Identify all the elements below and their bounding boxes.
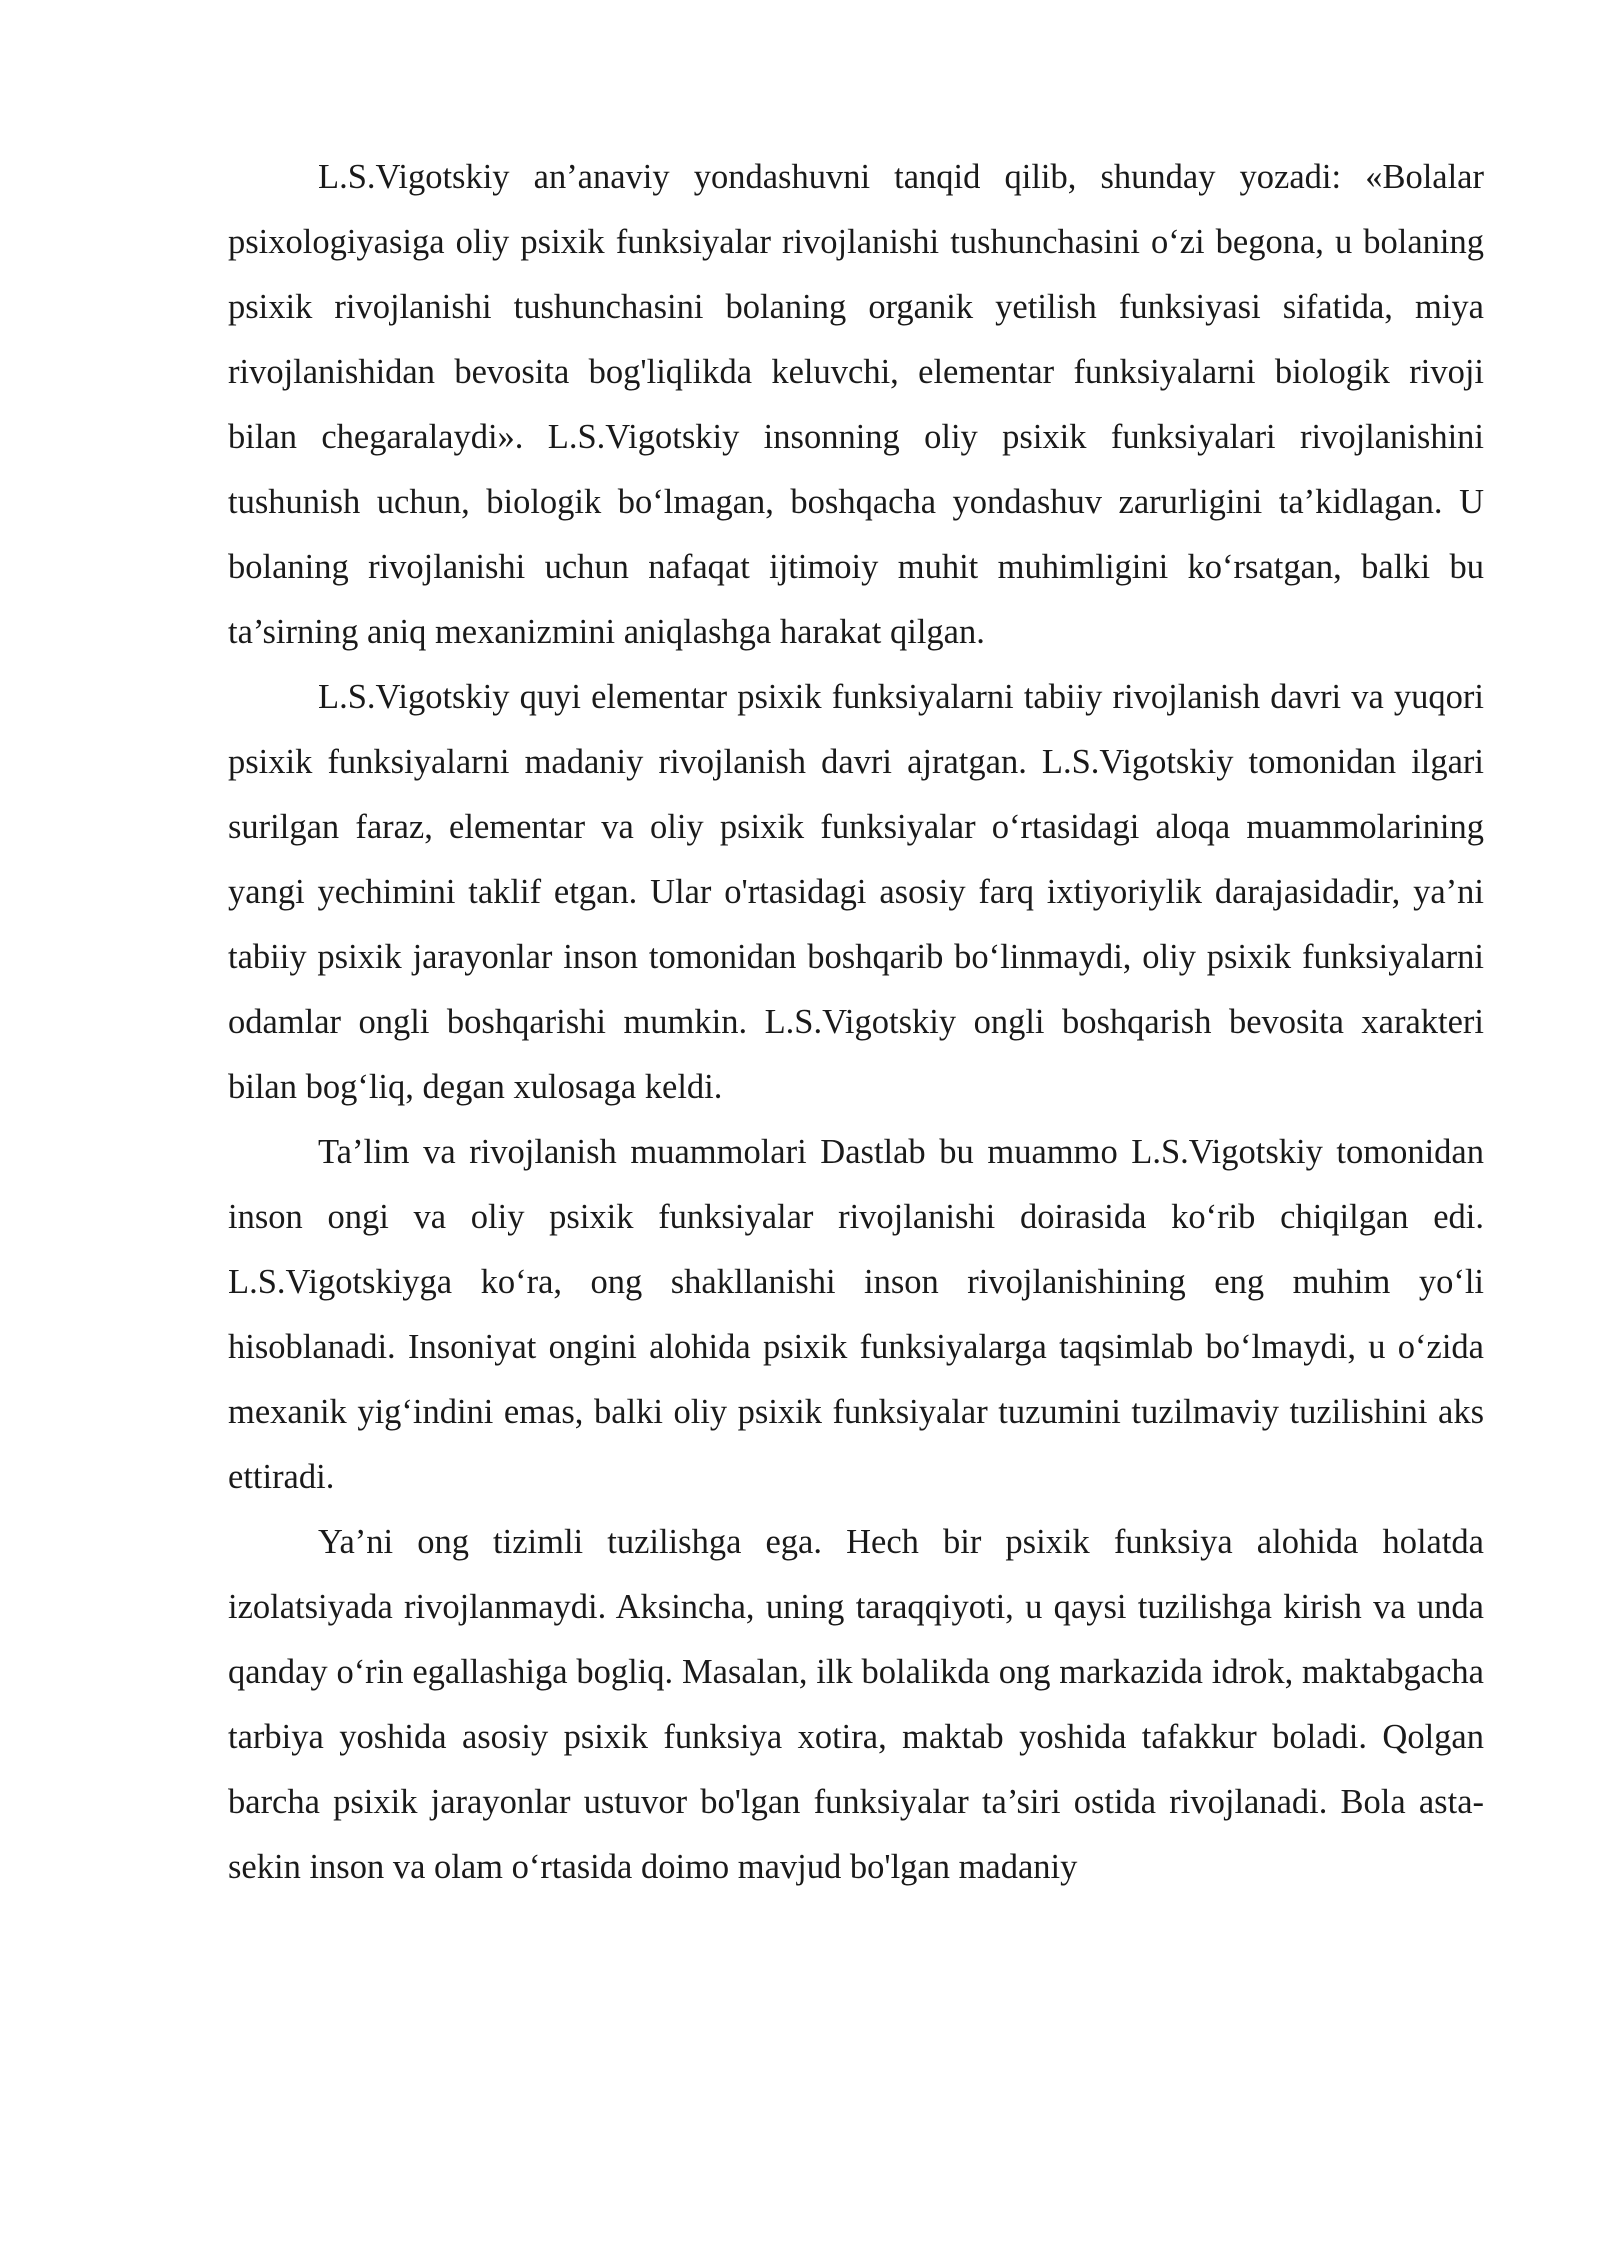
paragraph-2: L.S.Vigotskiy quyi elementar psixik funksiyalarni tabiiy rivojlanish davri va yuqori psixik funksiyalarni madaniy rivojlanish davri ajratgan. L.S.Vigotskiy tomonidan ilgari surilgan faraz, elementar va oliy psixik funksiyalar o‘rtasidagi aloqa muammolarining yangi yechimini taklif etgan. Ular o'rtasidagi asosiy farq ixtiyoriylik darajasidadir, ya’ni tabiiy psixik jarayonlar inson tomonidan boshqarib bo‘linmaydi, oliy psixik funksiyalarni odamlar ongli boshqarishi mumkin. L.S.Vigotskiy ongli boshqarish bevosita xarakteri bilan bog‘liq, degan xulosaga keldi. xyxy=(228,678,1484,1106)
document-body xyxy=(228,145,1484,1900)
paragraph-3: Ta’lim va rivojlanish muammolari Dastlab bu muammo L.S.Vigotskiy tomonidan inson ongi va oliy psixik funksiyalar rivojlanishi doirasida ko‘rib chiqilgan edi. L.S.Vigotskiyga ko‘ra, ong shakllanishi inson rivojlanishining eng muhim yo‘li hisoblanadi. Insoniyat ongini alohida psixik funksiyalarga taqsimlab bo‘lmaydi, u o‘zida mexanik yig‘indini emas, balki oliy psixik funksiyalar tuzumini tuzilmaviy tuzilishini aks ettiradi. xyxy=(228,1133,1484,1496)
paragraph-1: L.S.Vigotskiy an’anaviy yondashuvni tanqid qilib, shunday yozadi: «Bolalar psixologiyasiga oliy psixik funksiyalar rivojlanishi tushunchasini o‘zi begona, u bolaning psixik rivojlanishi tushunchasini bolaning organik yetilish funksiyasi sifatida, miya rivojlanishidan bevosita bog'liqlikda keluvchi, elementar funksiyalarni biologik rivoji bilan chegaralaydi». L.S.Vigotskiy insonning oliy psixik funksiyalari rivojlanishini tushunish uchun, biologik bo‘lmagan, boshqacha yondashuv zarurligini ta’kidlagan. U bolaning rivojlanishi uchun nafaqat ijtimoiy muhit muhimligini ko‘rsatgan, balki bu ta’sirning aniq mexanizmini aniqlashga harakat qilgan. xyxy=(228,158,1484,651)
paragraph-4: Ya’ni ong tizimli tuzilishga ega. Hech bir psixik funksiya alohida holatda izolatsiyada rivojlanmaydi. Aksincha, uning taraqqiyoti, u qaysi tuzilishga kirish va unda qanday o‘rin egallashiga bogliq. Masalan, ilk bolalikda ong markazida idrok, maktabgacha tarbiya yoshida asosiy psixik funksiya xotira, maktab yoshida tafakkur boladi. Qolgan barcha psixik jarayonlar ustuvor bo'lgan funksiyalar ta’siri ostida rivojlanadi. Bola asta-sekin inson va olam o‘rtasida doimo mavjud bo'lgan madaniy xyxy=(228,1523,1484,1886)
